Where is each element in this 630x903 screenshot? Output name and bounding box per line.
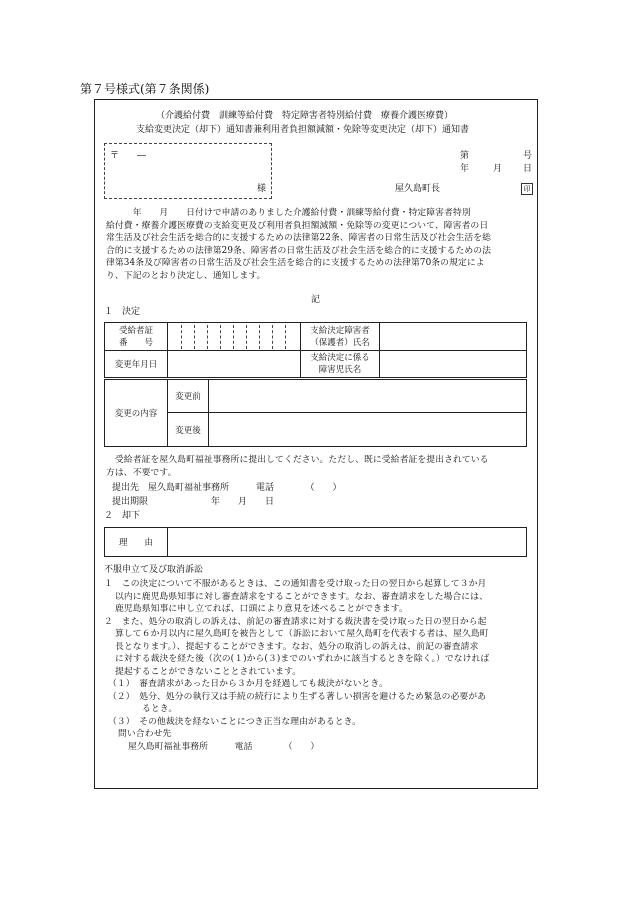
submission-destination: 提出先 屋久島町福祉事務所 電話 （ ） (112, 483, 342, 493)
appeal-line: に対する裁決を経た後（次の(１)から(３)までのいずれかに該当するときを除く。）でなければ (115, 654, 490, 664)
appeal-line: 長となります。）、提起することができます。なお、処分の取消しの訴えは、前記の審査請求 (115, 641, 479, 652)
appeal-item: るとき。 (142, 704, 178, 714)
intro-line: り、下記のとおり決定し、通知します。 (106, 270, 266, 281)
appeal-line: 算して６か月以内に屋久島町を被告として（訴訟において屋久島町を代表する者は、屋久島町 (115, 629, 489, 639)
appeal-paragraph (104, 578, 532, 753)
date-year: 年 (460, 164, 470, 174)
form-title: 第７号様式(第７条関係) (80, 82, 210, 96)
change-date-label: 変更年月日 (105, 351, 168, 378)
appeal-item: （２） 処分、処分の執行又は手続の続行により生ずる著しい損害を避けるため緊急の必要があ (108, 691, 487, 702)
reason-label: 理 由 (105, 528, 168, 557)
change-date-field[interactable] (168, 351, 301, 378)
intro-line: 律第34条及び障害者の日常生活及び社会生活を総合的に支援するための法律第70条の規定によ (106, 258, 485, 268)
person-name-label-2: （保護者）氏名 (310, 337, 370, 348)
change-content-label: 変更の内容 (105, 380, 168, 447)
appeal-item: （３） その他裁決を経ないことにつき正当な理由があるとき。 (108, 716, 362, 727)
appeal-line: 以内に鹿児島県知事に対し審査請求をすることができます。なお、審査請求をした場合には、 (115, 591, 488, 602)
before-label: 変更前 (168, 380, 209, 413)
child-name-label-2: 障害児氏名 (318, 365, 362, 375)
doc-number-prefix: 第 (460, 151, 470, 161)
person-name-field[interactable] (380, 323, 527, 351)
intro-line: 年 月 日付けで申請のありました介護給付費・訓練等給付費・特定障害者特別 (106, 208, 471, 218)
appeal-heading: 不服申立て及び取消訴訟 (104, 565, 204, 575)
doc-number-suffix: 号 (523, 151, 533, 161)
recipient-no-label-1: 受給者証 (118, 325, 153, 336)
decision-table (104, 322, 527, 378)
after-label: 変更後 (168, 413, 209, 447)
recipient-no-field[interactable] (168, 323, 301, 351)
after-field[interactable] (209, 413, 527, 447)
appeal-line: 提起することができないこととされています。 (115, 666, 302, 677)
intro-line: 給付費・療養介護医療費の支給変更及び利用者負担額減額・免除等の変更について、障害者の日 (106, 220, 489, 231)
appeal-item: （１） 審査請求があった日から３か月を経過しても裁決がないとき。 (108, 679, 388, 689)
intro-paragraph (106, 207, 530, 282)
appeal-line: ２ また、処分の取消しの訴えは、前記の審査請求に対する裁決書を受け取った日の翌日から起 (104, 616, 487, 627)
intro-line: 合的に支援するための法律第29条、障害者の日常生活及び社会生活を総合的に支援するための法 (106, 245, 492, 256)
contact-line: 屋久島町福祉事務所 電話 （ ） (128, 741, 320, 752)
decision-heading: １ 決定 (104, 307, 141, 317)
recipient-no-label (105, 323, 168, 351)
title-line-2: 支給変更決定（却下）通知書兼利用者負担額減額・免除等変更決定（却下）通知書 (136, 125, 470, 135)
appeal-line: 鹿児島県知事に申し立てれば、口頭により意見を述べることができます。 (115, 604, 408, 614)
issuer-name: 屋久島町長 (395, 184, 441, 194)
submission-line: 方は、不要です。 (106, 467, 177, 478)
recipient-no-label-2: 番 号 (118, 337, 153, 348)
appeal-line: １ この決定について不服があるときは、この通知書を受け取った日の翌日から起算して３か月 (104, 579, 487, 589)
child-name-field[interactable] (380, 351, 527, 378)
child-name-label (301, 351, 380, 378)
submission-paragraph (106, 454, 530, 479)
rejection-table (104, 527, 527, 557)
contact-heading: 問い合わせ先 (118, 729, 172, 739)
sama-label: 様 (257, 184, 267, 194)
person-name-label-1: 支給決定障害者 (310, 325, 370, 336)
before-field[interactable] (209, 380, 527, 413)
date-day: 日 (523, 164, 533, 174)
postal-mark: 〒 ― (110, 151, 147, 161)
ki-label: 記 (311, 295, 321, 305)
seal-icon: 印 (521, 183, 533, 195)
rejection-heading: ２ 却下 (104, 511, 141, 521)
reason-field[interactable] (168, 528, 527, 557)
title-line-1: （介護給付費 訓練等給付費 特定障害者特別給付費 療養介護医療費） (156, 111, 454, 121)
change-content-table (104, 379, 527, 447)
date-month: 月 (493, 164, 503, 174)
intro-line: 常生活及び社会生活を総合的に支援するための法律第22条、障害者の日常生活及び社会生活を総 (106, 233, 492, 243)
submission-deadline: 提出期限 年 月 日 (112, 497, 275, 507)
submission-line: 受給者証を屋久島町福祉事務所に提出してください。ただし、既に受給者証を提出されている (106, 455, 489, 465)
child-name-label-1: 支給決定に係る (310, 353, 370, 363)
person-name-label (301, 323, 380, 351)
